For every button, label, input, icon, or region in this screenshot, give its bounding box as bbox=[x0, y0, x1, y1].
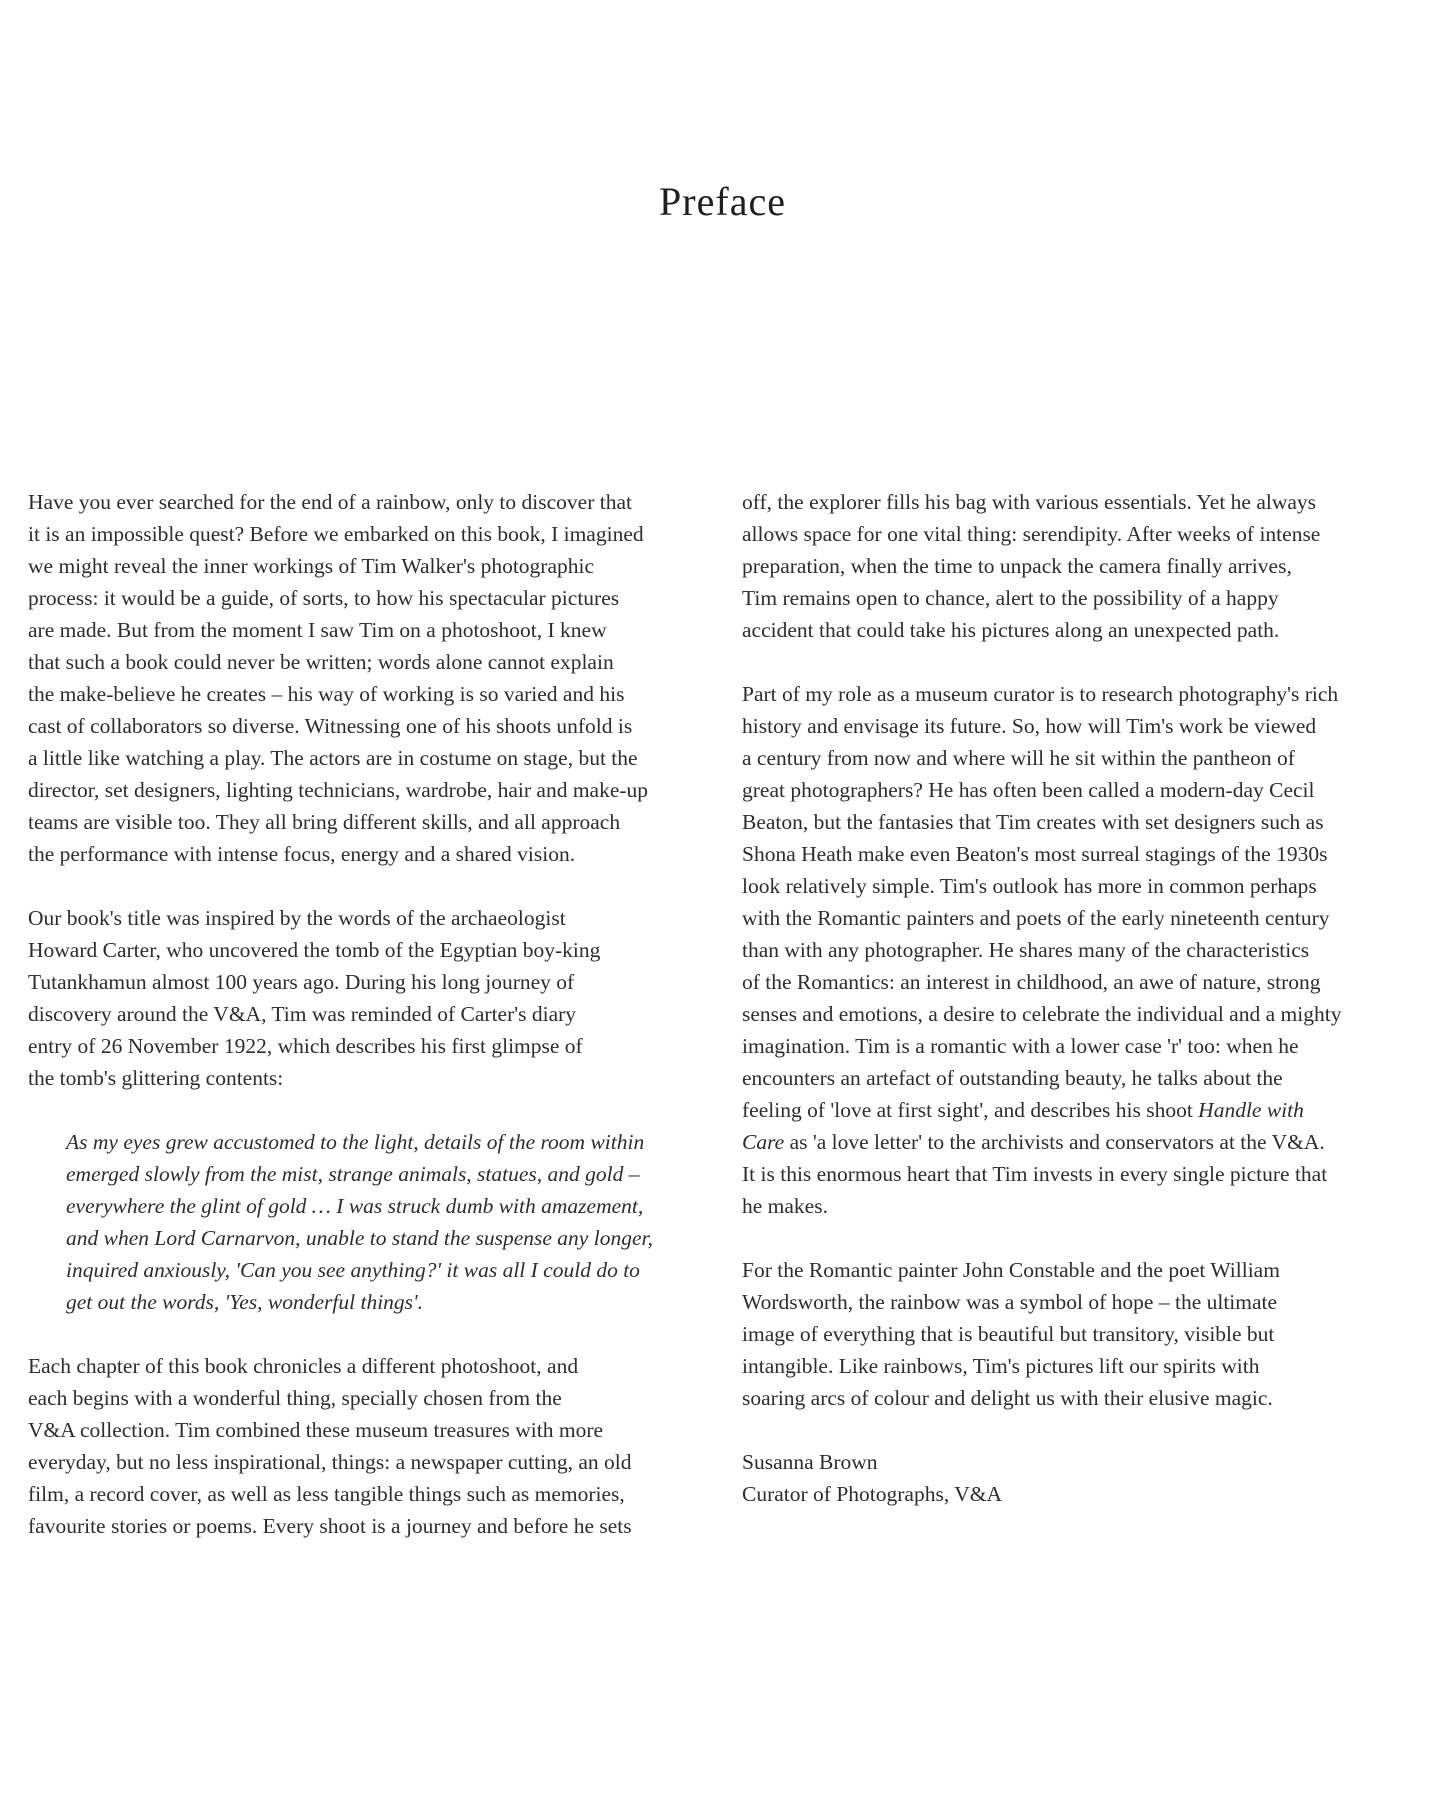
block-quote bbox=[66, 1126, 728, 1318]
text-line: the performance with intense focus, energy and a shared vision. bbox=[28, 842, 576, 866]
paragraph-chapters bbox=[28, 1350, 728, 1542]
text-line: he makes. bbox=[742, 1194, 828, 1218]
text-line: look relatively simple. Tim's outlook has more in common perhaps bbox=[742, 874, 1317, 898]
text-line: film, a record cover, as well as less tangible things such as memories, bbox=[28, 1482, 625, 1506]
text-line: Wordsworth, the rainbow was a symbol of hope – the ultimate bbox=[742, 1290, 1278, 1314]
quote-line: and when Lord Carnarvon, unable to stand the suspense any longer, bbox=[66, 1226, 653, 1250]
italic-title-segment: Handle with bbox=[1198, 1098, 1304, 1122]
text-line: a century from now and where will he sit within the pantheon of bbox=[742, 746, 1295, 770]
author-role: Curator of Photographs, V&A bbox=[742, 1482, 1002, 1506]
text-line: great photographers? He has often been called a modern-day Cecil bbox=[742, 778, 1315, 802]
text-line: preparation, when the time to unpack the camera finally arrives, bbox=[742, 554, 1292, 578]
text-line: process: it would be a guide, of sorts, to how his spectacular pictures bbox=[28, 586, 620, 610]
quote-line: inquired anxiously, 'Can you see anything?' it was all I could do to bbox=[66, 1258, 640, 1282]
text-line: V&A collection. Tim combined these museum treasures with more bbox=[28, 1418, 604, 1442]
paragraph-title-origin bbox=[28, 902, 728, 1094]
text-line: soaring arcs of colour and delight us with their elusive magic. bbox=[742, 1386, 1273, 1410]
text-line: off, the explorer fills his bag with various essentials. Yet he always bbox=[742, 490, 1317, 514]
text-line: everyday, but no less inspirational, things: a newspaper cutting, an old bbox=[28, 1450, 632, 1474]
text-line: that such a book could never be written; words alone cannot explain bbox=[28, 650, 614, 674]
text-line: with the Romantic painters and poets of the early nineteenth century bbox=[742, 906, 1330, 930]
text-line: It is this enormous heart that Tim invests in every single picture that bbox=[742, 1162, 1328, 1186]
text-segment: feeling of 'love at first sight', and describes his shoot bbox=[742, 1098, 1193, 1122]
text-line: Tutankhamun almost 100 years ago. During his long journey of bbox=[28, 970, 575, 994]
text-line: cast of collaborators so diverse. Witnessing one of his shoots unfold is bbox=[28, 714, 633, 738]
text-line-mixed bbox=[742, 1094, 1432, 1126]
text-line: Our book's title was inspired by the words of the archaeologist bbox=[28, 906, 566, 930]
text-line-mixed bbox=[742, 1126, 1432, 1158]
text-segment: as 'a love letter' to the archivists and conservators at the V&A. bbox=[784, 1130, 1325, 1154]
paragraph-curator-role bbox=[742, 678, 1432, 1222]
text-line: it is an impossible quest? Before we embarked on this book, I imagined bbox=[28, 522, 644, 546]
text-line: each begins with a wonderful thing, specially chosen from the bbox=[28, 1386, 562, 1410]
author-name: Susanna Brown bbox=[742, 1450, 878, 1474]
quote-line: get out the words, 'Yes, wonderful things'. bbox=[66, 1290, 424, 1314]
quote-line: everywhere the glint of gold … I was struck dumb with amazement, bbox=[66, 1194, 644, 1218]
text-line: intangible. Like rainbows, Tim's pictures lift our spirits with bbox=[742, 1354, 1260, 1378]
text-line: Each chapter of this book chronicles a different photoshoot, and bbox=[28, 1354, 579, 1378]
text-line: Shona Heath make even Beaton's most surreal stagings of the 1930s bbox=[742, 842, 1328, 866]
text-line: entry of 26 November 1922, which describes his first glimpse of bbox=[28, 1034, 583, 1058]
text-line: a little like watching a play. The actors are in costume on stage, but the bbox=[28, 746, 638, 770]
text-line: history and envisage its future. So, how will Tim's work be viewed bbox=[742, 714, 1317, 738]
text-line: director, set designers, lighting technicians, wardrobe, hair and make-up bbox=[28, 778, 649, 802]
text-line: imagination. Tim is a romantic with a lower case 'r' too: when he bbox=[742, 1034, 1299, 1058]
text-line: Tim remains open to chance, alert to the possibility of a happy bbox=[742, 586, 1279, 610]
text-line: the make-believe he creates – his way of working is so varied and his bbox=[28, 682, 625, 706]
text-line: are made. But from the moment I saw Tim on a photoshoot, I knew bbox=[28, 618, 607, 642]
right-column bbox=[742, 486, 1432, 1510]
text-line: senses and emotions, a desire to celebrate the individual and a mighty bbox=[742, 1002, 1342, 1026]
signature-block bbox=[742, 1446, 1432, 1510]
quote-line: As my eyes grew accustomed to the light, details of the room within bbox=[66, 1130, 645, 1154]
text-line: teams are visible too. They all bring different skills, and all approach bbox=[28, 810, 621, 834]
page-title: Preface bbox=[659, 179, 786, 224]
paragraph-intro bbox=[28, 486, 728, 870]
text-line: than with any photographer. He shares many of the characteristics bbox=[742, 938, 1310, 962]
text-line: Beaton, but the fantasies that Tim creates with set designers such as bbox=[742, 810, 1324, 834]
text-line: the tomb's glittering contents: bbox=[28, 1066, 284, 1090]
paragraph-rainbow bbox=[742, 1254, 1432, 1414]
text-line: we might reveal the inner workings of Tim Walker's photographic bbox=[28, 554, 595, 578]
paragraph-serendipity bbox=[742, 486, 1432, 646]
quote-line: emerged slowly from the mist, strange animals, statues, and gold – bbox=[66, 1162, 640, 1186]
text-line: favourite stories or poems. Every shoot is a journey and before he sets bbox=[28, 1514, 632, 1538]
text-line: Part of my role as a museum curator is to research photography's rich bbox=[742, 682, 1339, 706]
text-line: image of everything that is beautiful but transitory, visible but bbox=[742, 1322, 1275, 1346]
text-line: For the Romantic painter John Constable and the poet William bbox=[742, 1258, 1280, 1282]
text-line: Howard Carter, who uncovered the tomb of the Egyptian boy-king bbox=[28, 938, 601, 962]
text-line: discovery around the V&A, Tim was reminded of Carter's diary bbox=[28, 1002, 577, 1026]
text-line: accident that could take his pictures along an unexpected path. bbox=[742, 618, 1280, 642]
italic-title-segment: Care bbox=[742, 1130, 785, 1154]
left-column bbox=[28, 486, 728, 1542]
text-line: allows space for one vital thing: serendipity. After weeks of intense bbox=[742, 522, 1321, 546]
text-line: of the Romantics: an interest in childhood, an awe of nature, strong bbox=[742, 970, 1321, 994]
text-line: encounters an artefact of outstanding beauty, he talks about the bbox=[742, 1066, 1283, 1090]
text-line: Have you ever searched for the end of a rainbow, only to discover that bbox=[28, 490, 632, 514]
